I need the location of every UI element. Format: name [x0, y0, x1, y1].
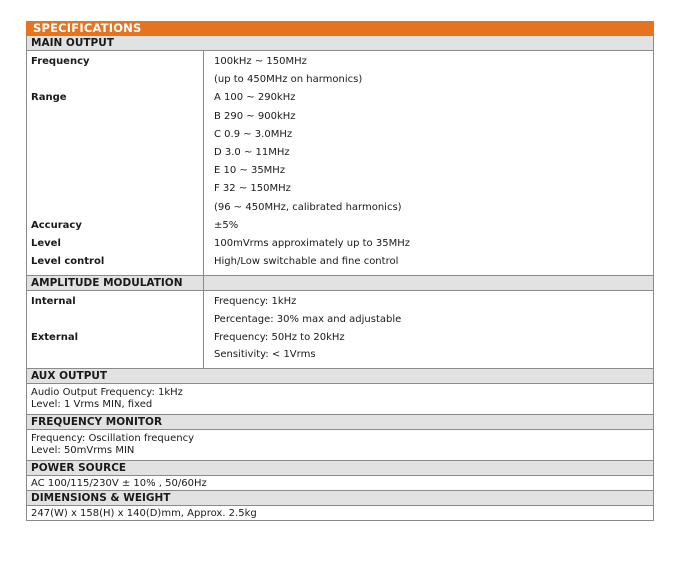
frequency-monitor-header: FREQUENCY MONITOR — [26, 415, 654, 430]
spec-value: A 100 ~ 290kHz — [214, 92, 296, 104]
main-output-values — [204, 51, 653, 275]
aux-output-frequency: Audio Output Frequency: 1kHz — [31, 387, 183, 398]
spec-label: Range — [31, 92, 67, 104]
spec-value: E 10 ~ 35MHz — [214, 165, 286, 177]
spec-label — [31, 199, 203, 217]
amplitude-modulation-header — [26, 276, 654, 291]
spec-value: D 3.0 ~ 11MHz — [214, 146, 290, 158]
spec-label — [31, 126, 203, 144]
amplitude-modulation-table — [26, 291, 654, 369]
amplitude-modulation-values — [204, 291, 653, 368]
frequency-monitor-body — [26, 430, 654, 461]
spec-label — [31, 180, 203, 198]
spec-value: High/Low switchable and fine control — [214, 256, 399, 268]
spec-label — [31, 346, 203, 364]
amplitude-modulation-title: AMPLITUDE MODULATION — [27, 276, 204, 290]
aux-output-level: Level: 1 Vrms MIN, fixed — [31, 399, 153, 410]
spec-label: Level — [31, 237, 61, 249]
spec-value: Frequency: 50Hz to 20kHz — [214, 331, 345, 343]
spec-label — [31, 108, 203, 126]
aux-output-body — [26, 384, 654, 415]
spec-value: Frequency: 1kHz — [214, 296, 297, 308]
spec-label — [31, 71, 203, 89]
main-output-labels — [27, 51, 204, 275]
dimensions-weight-value: 247(W) x 158(H) x 140(D)mm, Approx. 2.5kg — [26, 506, 654, 521]
spec-value: F 32 ~ 150MHz — [214, 183, 291, 195]
spec-label: Internal — [31, 296, 76, 308]
dimensions-weight-header: DIMENSIONS & WEIGHT — [26, 491, 654, 506]
spec-value: (96 ~ 450MHz, calibrated harmonics) — [214, 201, 402, 213]
spec-value: (up to 450MHz on harmonics) — [214, 74, 363, 86]
spec-value: 100mVrms approximately up to 35MHz — [214, 237, 410, 249]
aux-output-header: AUX OUTPUT — [26, 369, 654, 384]
spec-value: C 0.9 ~ 3.0MHz — [214, 128, 293, 140]
spec-label — [31, 162, 203, 180]
spec-value: ±5% — [214, 219, 239, 231]
power-source-header: POWER SOURCE — [26, 461, 654, 476]
amplitude-modulation-labels — [27, 291, 204, 368]
spec-value: Sensitivity: < 1Vrms — [214, 349, 316, 361]
specifications-sheet — [26, 21, 654, 521]
frequency-monitor-level: Level: 50mVrms MIN — [31, 445, 135, 456]
power-source-value: AC 100/115/230V ± 10% , 50/60Hz — [26, 476, 654, 491]
spec-value: B 290 ~ 900kHz — [214, 110, 296, 122]
spec-label: Accuracy — [31, 219, 82, 231]
spec-label — [31, 144, 203, 162]
main-output-header: MAIN OUTPUT — [26, 36, 654, 51]
spec-value: Percentage: 30% max and adjustable — [214, 313, 402, 325]
spec-label: External — [31, 331, 79, 343]
spec-value: 100kHz ~ 150MHz — [214, 56, 307, 67]
main-output-table — [26, 51, 654, 276]
specifications-title: SPECIFICATIONS — [26, 21, 654, 36]
spec-label: Frequency — [31, 56, 90, 67]
spec-label — [31, 311, 203, 329]
frequency-monitor-frequency: Frequency: Oscillation frequency — [31, 433, 195, 444]
spec-label: Level control — [31, 256, 105, 268]
